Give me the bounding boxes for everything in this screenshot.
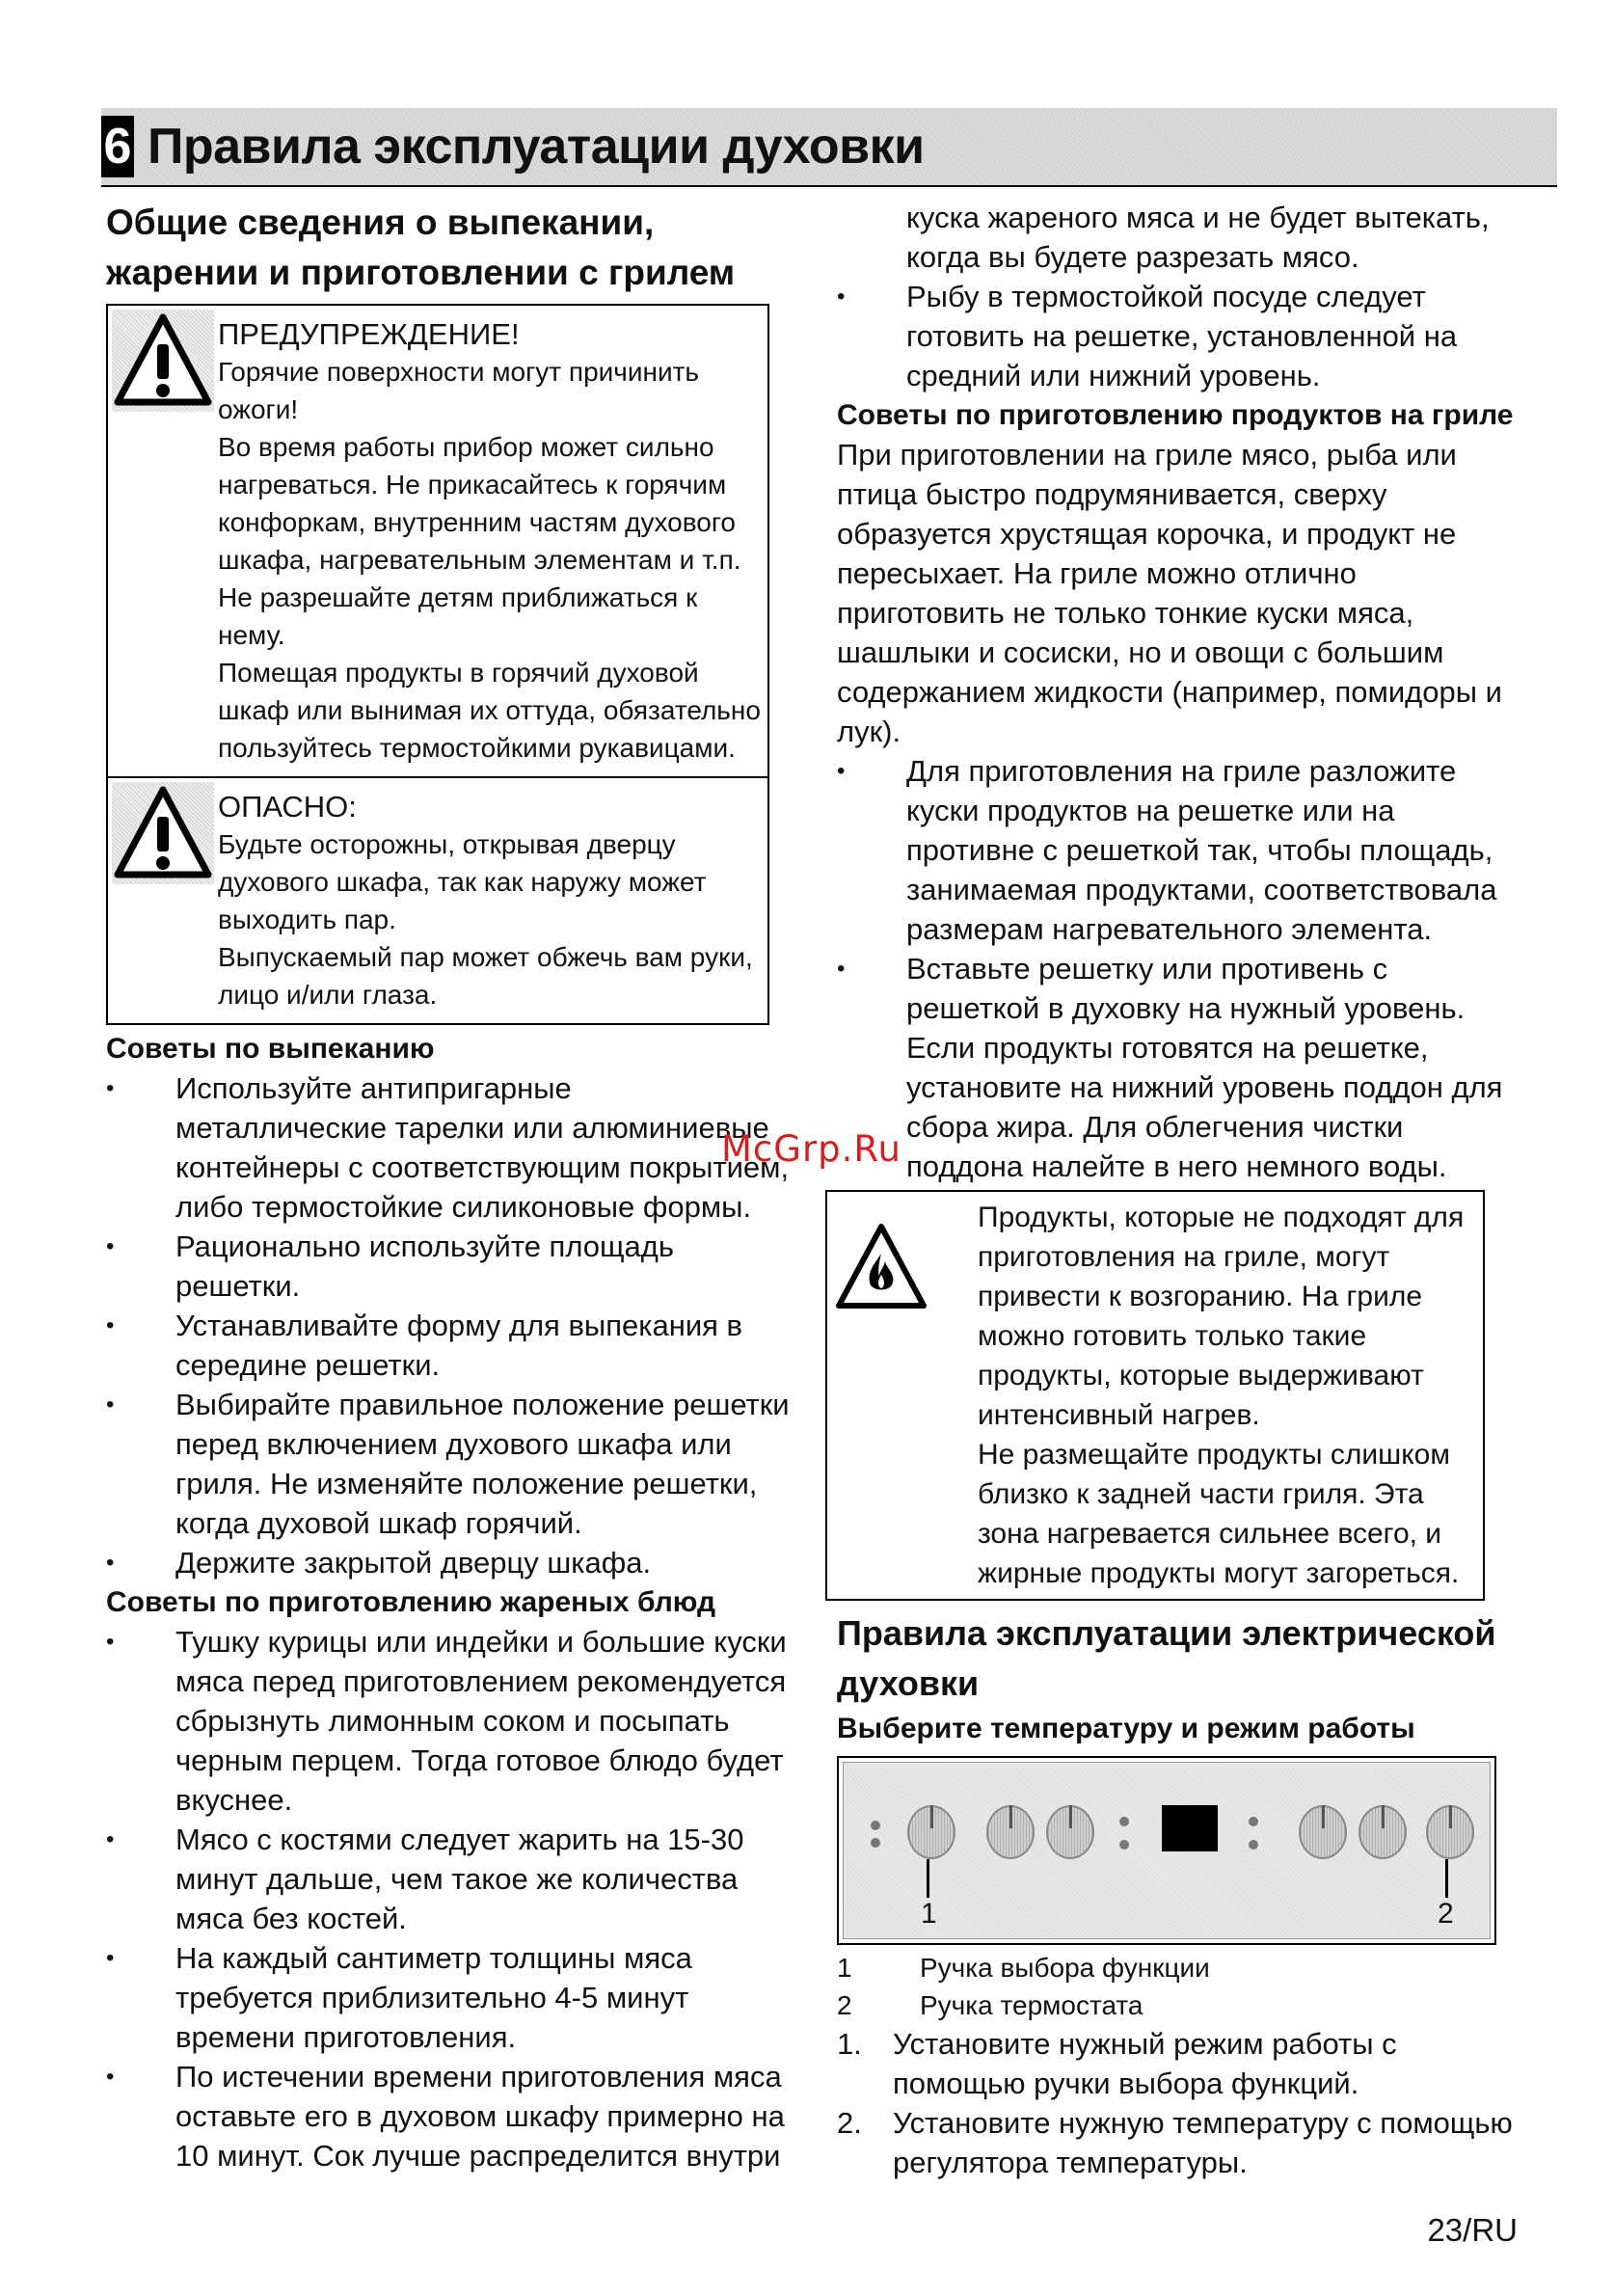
warning-triangle-icon (112, 782, 214, 884)
list-item: • Для приготовления на гриле разложите куски продуктов на решетке или на противне с решеткой так, чтобы площадь, занимаемая продуктами, соответствовала размерам нагревательного элемента. (837, 751, 1521, 949)
list-item: • Вставьте решетку или противень с решеткой в духовку на нужный уровень. Если продукты готовятся на решетке, установите на нижний уровень поддон для сбора жира. Для облегчения чистки поддона налейте в него немного воды. (837, 949, 1521, 1186)
section-number: 6 (101, 116, 134, 177)
list-item: • Мясо с костями следует жарить на 15-30 минут дальше, чем такое же количества мяса без костей. (106, 1820, 791, 1938)
grill-paragraph: При приготовлении на гриле мясо, рыба или птица быстро подрумянивается, сверху образуется хрустящая корочка, и продукт не пересыхает. На гриле можно отлично приготовить не только тонкие куски мяса, шашлыки и сосиски, но и овощи с большим содержанием жидкости (например, помидоры и лук). (837, 438, 1502, 748)
indicator-lamp (1119, 1840, 1129, 1850)
legend-number: 2 (837, 1990, 852, 2020)
list-item: • Рационально используйте площадь решетки. (106, 1227, 791, 1306)
general-heading-line1: Общие сведения о выпекании, (106, 203, 655, 242)
list-item: • На каждый сантиметр толщины мяса требуется приблизительно 4-5 минут времени приготовления. (106, 1938, 791, 2057)
step-item (837, 2103, 1521, 2182)
hob-knob[interactable] (1046, 1805, 1094, 1859)
steps-list (837, 2024, 1521, 2182)
list-item: • Тушку курицы или индейки и большие куски мяса перед приготовлением рекомендуется сбрызнуть лимонным соком и посыпать черным перцем. Тогда готовое блюдо будет вкуснее. (106, 1622, 791, 1820)
function-selector-knob[interactable] (907, 1805, 955, 1859)
fire-hazard-icon (835, 1221, 928, 1313)
grill-tips-list (837, 751, 1521, 1186)
warning-line: Во время работы прибор может сильно нагреваться. Не прикасайтесь к горячим конфоркам, внутренним частям духового шкафа, нагревательным элементам и т.п. Не разрешайте детям приближаться к нему. (218, 432, 741, 650)
callout-number-2: 2 (1438, 1898, 1454, 1930)
baking-tips-list (106, 1068, 791, 1582)
grill-heading: Советы по приготовлению продуктов на гриле (837, 399, 1514, 431)
list-item: • Выбирайте правильное положение решетки перед включением духового шкафа или гриля. Не изменяйте положение решетки, когда духовой шкаф горячий. (106, 1385, 791, 1543)
select-heading: Выберите температуру и режим работы (837, 1713, 1415, 1744)
callout-number-1: 1 (921, 1898, 937, 1930)
section-title: Правила эксплуатации духовки (148, 119, 925, 175)
legend-row (837, 1949, 1521, 1986)
step-text: Установите нужный режим работы с помощью ручки выбора функций. (893, 2027, 1397, 2100)
warning-line: Горячие поверхности могут причинить ожоги! (218, 357, 700, 424)
fire-warning-line: Не размещайте продукты слишком близко к задней части гриля. Эта зона нагревается сильнее всего, и жирные продукты могут загореться. (978, 1439, 1460, 1589)
step-number: 2. (837, 2106, 862, 2140)
warning-title: ПРЕДУПРЕЖДЕНИЕ! (218, 317, 520, 351)
legend-label: Ручка термостата (920, 1990, 1143, 2020)
warning-box (106, 304, 769, 1025)
warning-triangle-icon (112, 310, 214, 412)
legend-number: 1 (837, 1953, 852, 1983)
callout-line-2 (1445, 1859, 1448, 1898)
danger-title: ОПАСНО: (218, 790, 357, 824)
control-panel-figure (837, 1756, 1496, 1945)
electric-heading (837, 1608, 1521, 1709)
fire-warning-line: Продукты, которые не подходят для приготовления на гриле, могут привести к возгоранию. На гриле можно готовить только такие продукты, которые выдерживают интенсивный нагрев. (978, 1202, 1465, 1431)
list-item-continued: куска жареного мяса и не будет вытекать, когда вы будете разрезать мясо. (906, 201, 1490, 274)
general-heading (106, 198, 791, 298)
step-text: Установите нужную температуру с помощью регулятора температуры. (893, 2106, 1513, 2179)
fire-warning-box (825, 1190, 1485, 1601)
indicator-lamp (1249, 1817, 1258, 1826)
timer-display (1162, 1805, 1218, 1851)
roast-heading: Советы по приготовлению жареных блюд (106, 1586, 716, 1618)
control-panel (843, 1762, 1491, 1939)
step-item (837, 2024, 1521, 2103)
list-item: • Держите закрытой дверцу шкафа. (106, 1543, 791, 1582)
hob-knob[interactable] (1299, 1805, 1347, 1859)
thermostat-knob[interactable] (1426, 1805, 1474, 1859)
page-number: 23/RU (1427, 2212, 1518, 2248)
baking-heading: Советы по выпеканию (106, 1033, 435, 1065)
step-number: 1. (837, 2027, 862, 2061)
danger-line: Будьте осторожны, открывая дверцу духового шкафа, так как наружу может выходить пар. (218, 829, 707, 934)
indicator-lamp (1249, 1840, 1258, 1850)
right-column (837, 198, 1521, 2182)
list-item: • Устанавливайте форму для выпекания в середине решетки. (106, 1306, 791, 1385)
figure-legend (837, 1949, 1521, 2024)
list-item: • Используйте антипригарные металлические тарелки или алюминиевые контейнеры с соответствующим покрытием, либо термостойкие силиконовые формы. (106, 1068, 791, 1227)
callout-line-1 (927, 1859, 929, 1898)
electric-heading-line2: духовки (837, 1663, 980, 1703)
list-item: • Рыбу в термостойкой посуде следует готовить на решетке, установленной на средний или нижний уровень. (837, 277, 1521, 395)
hob-knob[interactable] (986, 1805, 1035, 1859)
indicator-lamp (871, 1838, 880, 1848)
general-heading-line2: жарении и приготовлении с грилем (106, 253, 736, 292)
roast-tips-continued (837, 198, 1521, 395)
roast-tips-list (106, 1622, 791, 2175)
indicator-lamp (1119, 1817, 1129, 1826)
electric-heading-line1: Правила эксплуатации электрической (837, 1613, 1496, 1653)
danger-line: Выпускаемый пар может обжечь вам руки, лицо и/или глаза. (218, 942, 753, 1010)
warning-section-hot (108, 306, 767, 776)
list-item: • По истечении времени приготовления мяса оставьте его в духовом шкафу примерно на 10 минут. Сок лучше распределится внутри (106, 2057, 791, 2175)
hob-knob[interactable] (1358, 1805, 1407, 1859)
warning-section-steam (108, 776, 767, 1023)
legend-label: Ручка выбора функции (920, 1953, 1210, 1983)
section-header (101, 108, 1557, 187)
watermark: McGrp.Ru (721, 1128, 901, 1170)
legend-row (837, 1986, 1521, 2024)
indicator-lamp (871, 1821, 880, 1830)
warning-line: Помещая продукты в горячий духовой шкаф или вынимая их оттуда, обязательно пользуйтесь термостойкими рукавицами. (218, 658, 761, 763)
left-column (106, 198, 791, 2175)
